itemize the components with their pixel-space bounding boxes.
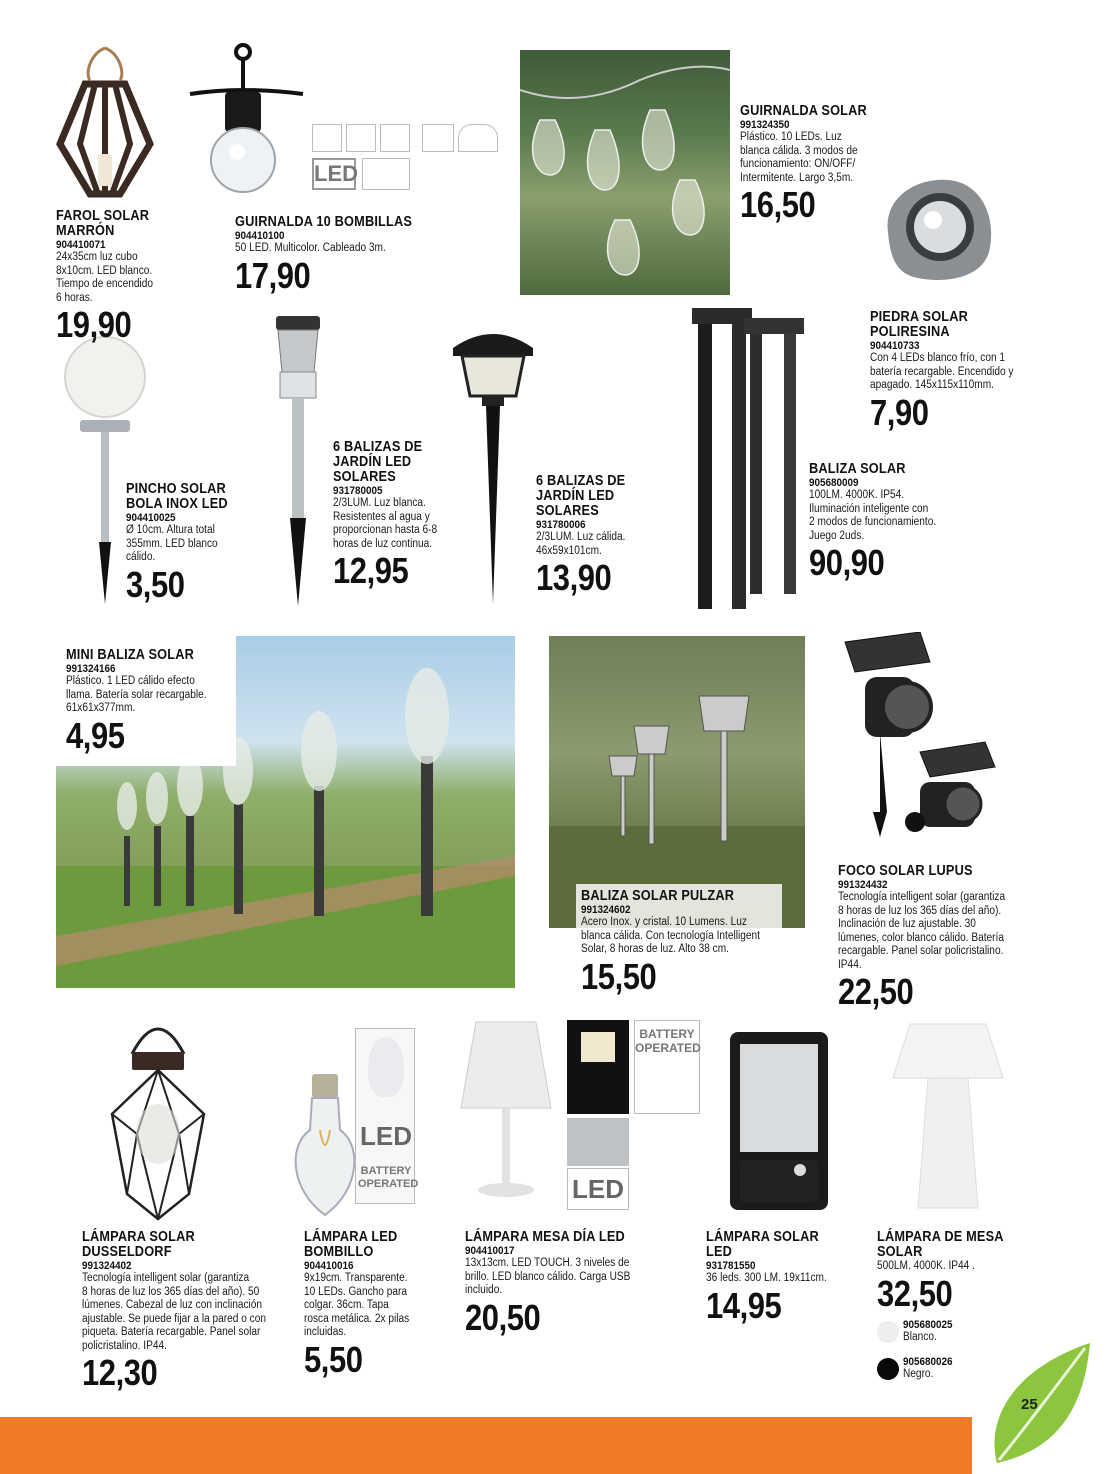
product-code: 904410025: [126, 512, 176, 524]
product-code: 991324402: [82, 1260, 132, 1272]
product-name: LÁMPARA SOLAR DUSSELDORF: [82, 1229, 195, 1260]
led-features-icons: [312, 124, 502, 194]
product-price: 4,95: [66, 714, 125, 756]
product-name: FAROL SOLAR MARRÓN: [56, 208, 150, 239]
product-price: 12,30: [82, 1352, 158, 1393]
product-desc: 50 LED. Multicolor. Cableado 3m.: [235, 242, 386, 254]
product-pincho-solar: [126, 482, 266, 603]
product-balizas-calida: [536, 474, 686, 596]
footer-bar: [0, 1417, 972, 1474]
led-badge: LED: [312, 158, 356, 190]
variant-code: 905680025: [903, 1319, 953, 1331]
variant-code: 905680026: [903, 1356, 953, 1368]
variant-label: Blanco.: [903, 1331, 937, 1343]
variant-label: Negro.: [903, 1368, 934, 1380]
product-guirnalda-solar: [740, 104, 900, 223]
product-code: 904410071: [56, 239, 106, 251]
mesa-dia-photo: [567, 1020, 629, 1114]
product-name: PIEDRA SOLAR POLIRESINA: [870, 309, 969, 340]
product-desc: 500LM. 4000K. IP44 .: [877, 1260, 975, 1272]
product-name: MINI BALIZA SOLAR: [66, 647, 194, 663]
product-price: 16,50: [740, 184, 816, 225]
bombillo-box: [355, 1028, 419, 1204]
product-name: LÁMPARA MESA DÍA LED: [465, 1229, 625, 1245]
product-baliza-solar: [809, 462, 989, 581]
product-desc: Acero Inox. y cristal. 10 Lumens. Luz blanca cálida. Con tecnología Intelligent Solar, 8 horas de luz. Alto 38 cm.: [581, 916, 760, 955]
mesa-battery-badge: BATTERY OPERATED: [635, 1027, 701, 1055]
product-desc: 9x19cm. Transparente. 10 LEDs. Gancho para colgar. 36cm. Tapa rosca metálica. 2x pilas incluidas.: [304, 1272, 410, 1338]
product-lampara-mesa-dia: [465, 1230, 685, 1336]
product-baliza-pulzar: [581, 889, 811, 995]
product-code: 904410100: [235, 230, 285, 242]
product-name: GUIRNALDA SOLAR: [740, 103, 867, 119]
variant-white-swatch: [877, 1321, 899, 1343]
product-lampara-solar-led: [706, 1230, 866, 1324]
variant-black-swatch: [877, 1358, 899, 1380]
product-code: 904410733: [870, 340, 920, 352]
product-code: 931780005: [333, 485, 383, 497]
mesa-dia-touch-photo: [567, 1118, 629, 1166]
product-price: 19,90: [56, 304, 132, 345]
product-price: 5,50: [304, 1338, 363, 1380]
product-desc: Con 4 LEDs blanco frío, con 1 batería recargable. Encendido y apagado. 145x115x110mm.: [870, 352, 1014, 391]
product-name: LÁMPARA SOLAR LED: [706, 1229, 819, 1260]
page-number: 25: [1021, 1396, 1038, 1413]
product-lampara-dusseldorf: [82, 1230, 312, 1391]
product-desc: Tecnología intelligent solar (garantiza 8 horas de luz los 365 días del año). Inclinación de luz ajustable. 30 lúmenes, color blanco cálido. Batería recargable. Panel solar policristalino. IP44.: [838, 891, 1006, 971]
product-name: BALIZA SOLAR PULZAR: [581, 888, 735, 904]
product-desc: 2/3LUM. Luz blanca. Resistentes al agua y proporcionan hasta 6-8 horas de luz continua.: [333, 497, 438, 550]
product-code: 931780006: [536, 519, 586, 531]
foco-solar-image: [835, 632, 1005, 837]
product-code: 991324166: [66, 663, 116, 675]
product-guirnalda-bombillas: [235, 215, 495, 294]
product-desc: 36 leds. 300 LM. 19x11cm.: [706, 1272, 827, 1284]
product-code: 991324602: [581, 904, 631, 916]
product-desc: Ø 10cm. Altura total 355mm. LED blanco cálido.: [126, 524, 218, 563]
product-piedra-solar: [870, 310, 1070, 431]
product-foco-lupus: [838, 864, 1068, 1010]
product-desc: 2/3LUM. Luz cálida. 46x59x101cm.: [536, 531, 626, 557]
lampara-mesa-solar-image: [888, 1018, 1008, 1213]
product-desc: Plástico. 10 LEDs. Luz blanca cálida. 3 modos de funcionamiento: ON/OFF/ Intermitente. Largo 3,5m.: [740, 131, 858, 184]
lampara-bombillo-image: [290, 1070, 360, 1220]
product-name: LÁMPARA LED BOMBILLO: [304, 1229, 398, 1260]
product-mini-baliza: [66, 648, 246, 754]
product-name: 6 BALIZAS DE JARDÍN LED SOLARES: [333, 439, 423, 485]
product-name: FOCO SOLAR LUPUS: [838, 863, 973, 879]
product-code: 904410017: [465, 1245, 515, 1257]
product-price: 14,95: [706, 1284, 782, 1326]
battery-badge: BATTERY OPERATED: [358, 1165, 419, 1190]
lampara-mesa-dia-image: [456, 1018, 556, 1198]
product-code: 931781550: [706, 1260, 756, 1272]
product-lampara-bombillo: [304, 1230, 454, 1378]
product-code: 904410016: [304, 1260, 354, 1272]
lampara-dusseldorf-image: [92, 1004, 222, 1226]
product-price: 15,50: [581, 955, 657, 997]
product-code: 905680009: [809, 477, 859, 489]
baliza-blanca-image: [268, 312, 328, 608]
product-price: 13,90: [536, 557, 612, 598]
product-name: GUIRNALDA 10 BOMBILLAS: [235, 214, 413, 230]
product-name: 6 BALIZAS DE JARDÍN LED SOLARES: [536, 473, 626, 519]
product-desc: Plástico. 1 LED cálido efecto llama. Batería solar recargable. 61x61x377mm.: [66, 675, 207, 714]
product-price: 20,50: [465, 1296, 541, 1338]
bombillo-led-badge: LED: [360, 1121, 412, 1151]
product-desc: 100LM. 4000K. IP54. Iluminación inteligente con 2 modos de funcionamiento. Juego 2uds.: [809, 489, 937, 542]
product-desc: Tecnología intelligent solar (garantiza 8 horas de luz los 365 días del año). 50 lúmenes. Cabezal de luz con inclinación ajustable. Se puede fijar a la pared o con piqueta. Batería recargable. Panel solar policristalino. IP44.: [82, 1272, 266, 1352]
product-price: 22,50: [838, 971, 914, 1012]
product-price: 3,50: [126, 563, 185, 605]
product-name: BALIZA SOLAR: [809, 461, 906, 477]
product-balizas-blanca: [333, 440, 483, 589]
product-lampara-mesa-solar: [877, 1230, 1037, 1312]
product-farol-solar: [56, 209, 196, 343]
product-desc: 13x13cm. LED TOUCH. 3 niveles de brillo. LED blanco cálido. Carga USB incluido.: [465, 1257, 631, 1296]
product-price: 12,95: [333, 550, 409, 591]
product-desc: 24x35cm luz cubo 8x10cm. LED blanco. Tiempo de encendido 6 horas.: [56, 251, 153, 304]
guirnalda-solar-photo: [520, 50, 730, 295]
product-price: 32,50: [877, 1272, 953, 1314]
mesa-dia-battery-box: [634, 1020, 700, 1114]
product-code: 991324432: [838, 879, 888, 891]
product-price: 17,90: [235, 254, 311, 296]
lampara-solar-led-image: [728, 1030, 830, 1212]
leaf-icon: [985, 1338, 1095, 1468]
product-price: 7,90: [870, 391, 929, 433]
product-code: 991324350: [740, 119, 790, 131]
product-name: LÁMPARA DE MESA SOLAR: [877, 1229, 1004, 1260]
guirnalda-bombillas-image: [185, 42, 310, 202]
farol-solar-image: [50, 44, 160, 204]
product-name: PINCHO SOLAR BOLA INOX LED: [126, 481, 228, 512]
baliza-solar-image: [688, 302, 808, 612]
mesa-dia-led-box: LED: [567, 1168, 629, 1210]
product-price: 90,90: [809, 542, 885, 583]
